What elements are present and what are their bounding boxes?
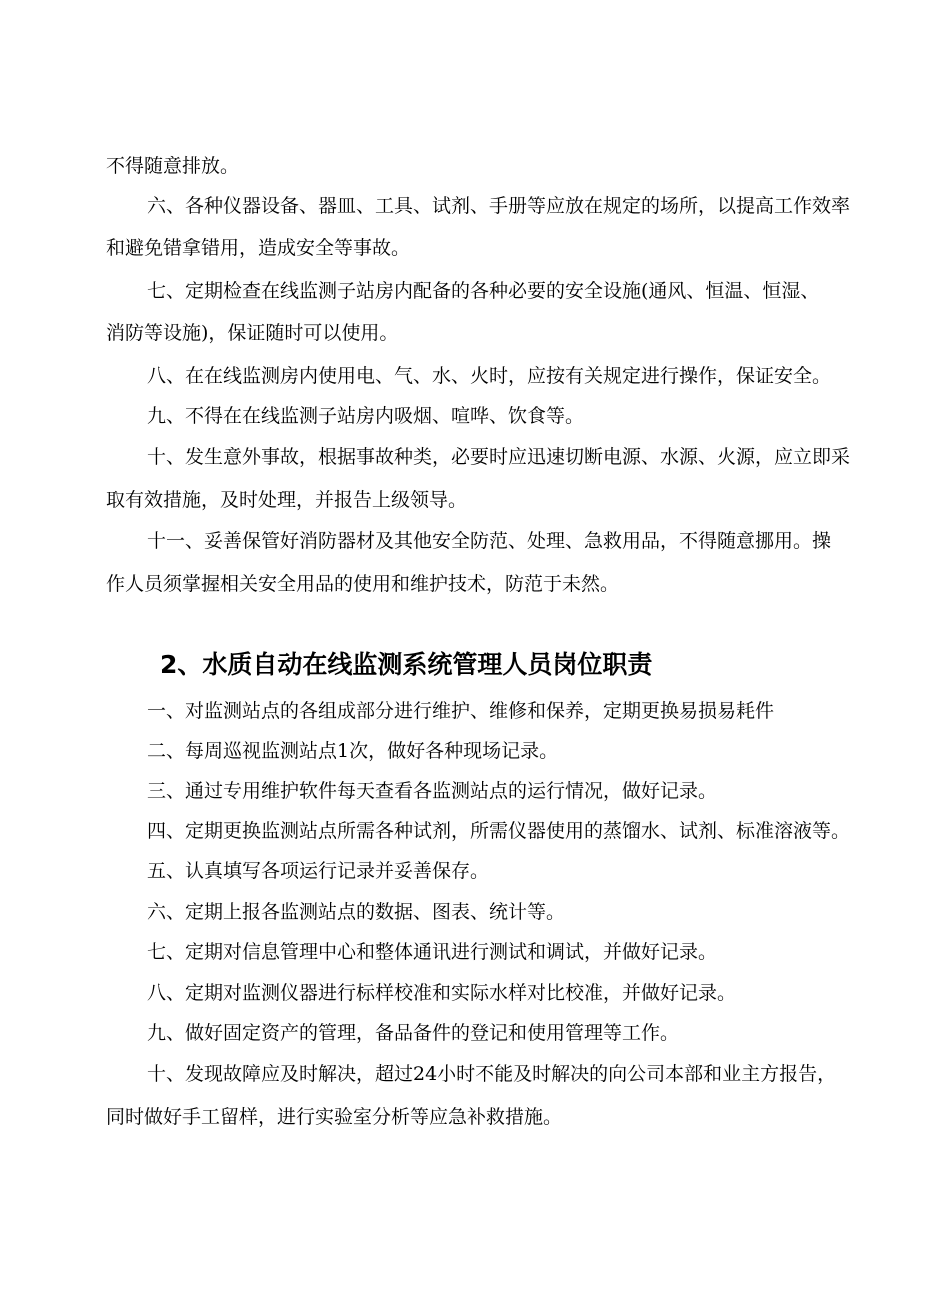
duty-item: 七、定期对信息管理中心和整体通讯进行测试和调试，并做好记录。	[147, 941, 718, 963]
paragraph-line: 六、各种仪器设备、器皿、工具、试剂、手册等应放在规定的场所，以提高工作效率	[147, 195, 851, 217]
duty-item: 同时做好手工留样，进行实验室分析等应急补救措施。	[106, 1106, 563, 1128]
paragraph-line: 十、发生意外事故，根据事故种类，必要时应迅速切断电源、水源、火源，应立即采	[147, 446, 851, 468]
duty-item: 四、定期更换监测站点所需各种试剂，所需仪器使用的蒸馏水、试剂、标准溶液等。	[147, 820, 851, 842]
duty-item: 八、定期对监测仪器进行标样校准和实际水样对比校准，并做好记录。	[147, 982, 737, 1004]
duty-item: 一、对监测站点的各组成部分进行维护、维修和保养，定期更换易损易耗件	[147, 700, 775, 722]
paragraph-line: 不得随意排放。	[106, 155, 240, 177]
duty-item: 十、发现故障应及时解决，超过24小时不能及时解决的向公司本部和业主方报告，	[147, 1063, 837, 1085]
paragraph-line: 和避免错拿错用，造成安全等事故。	[106, 237, 411, 259]
paragraph-line: 取有效措施，及时处理，并报告上级领导。	[106, 489, 468, 511]
paragraph-line: 消防等设施)，保证随时可以使用。	[106, 322, 399, 344]
duty-item: 六、定期上报各监测站点的数据、图表、统计等。	[147, 901, 566, 923]
duty-item: 三、通过专用维护软件每天查看各监测站点的运行情况，做好记录。	[147, 780, 718, 802]
duty-item: 二、每周巡视监测站点1次，做好各种现场记录。	[147, 740, 559, 762]
section-heading: 2、水质自动在线监测系统管理人员岗位职责	[160, 650, 653, 679]
paragraph-line: 九、不得在在线监测子站房内吸烟、喧哗、饮食等。	[147, 405, 585, 427]
paragraph-line: 七、定期检查在线监测子站房内配备的各种必要的安全设施(通风、恒温、恒湿、	[147, 280, 820, 302]
paragraph-line: 十一、妥善保管好消防器材及其他安全防范、处理、急救用品，不得随意挪用。操	[147, 530, 832, 552]
paragraph-line: 作人员须掌握相关安全用品的使用和维护技术，防范于未然。	[106, 573, 620, 595]
paragraph-line: 八、在在线监测房内使用电、气、水、火时，应按有关规定进行操作，保证安全。	[147, 365, 832, 387]
duty-item: 九、做好固定资产的管理，备品备件的登记和使用管理等工作。	[147, 1022, 680, 1044]
duty-item: 五、认真填写各项运行记录并妥善保存。	[147, 860, 490, 882]
